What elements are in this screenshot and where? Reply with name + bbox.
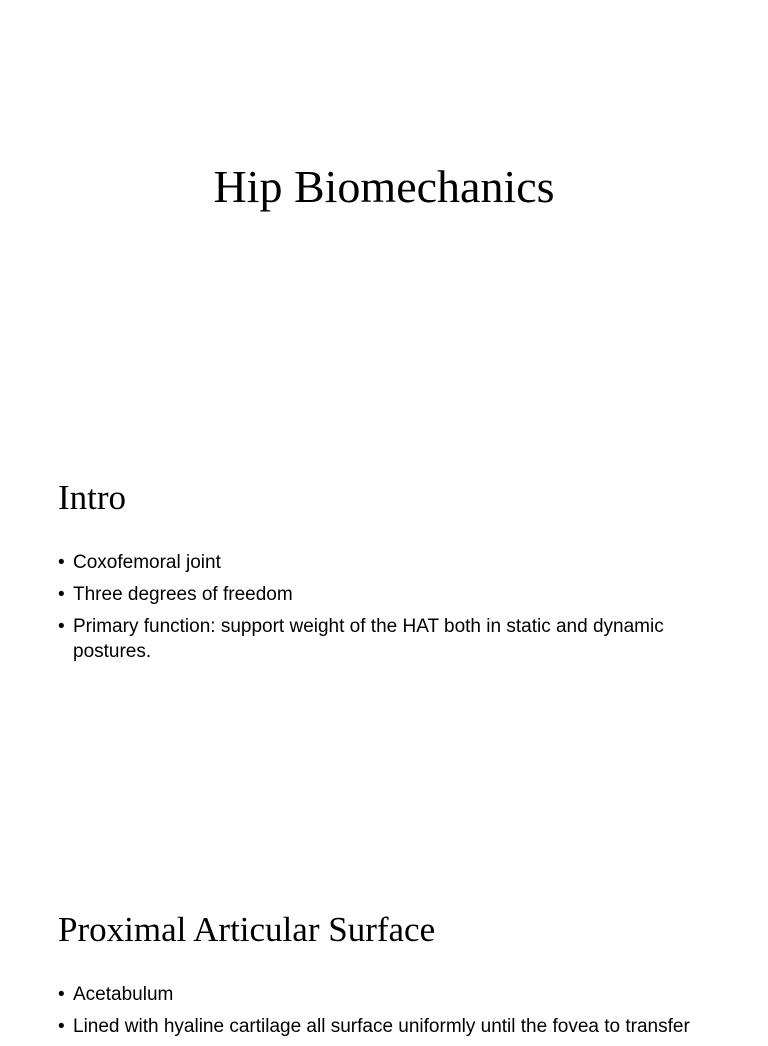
slide-heading: Intro <box>58 478 127 517</box>
bullet-item <box>58 1014 708 1039</box>
bullet-list <box>58 550 708 671</box>
proximal-articular-surface-slide <box>0 864 768 1037</box>
bullet-text: Primary function: support weight of the HAT both in static and dynamic postures. <box>73 616 664 662</box>
bullet-icon: • <box>58 1016 65 1037</box>
bullet-icon: • <box>58 584 65 605</box>
intro-slide <box>0 432 768 864</box>
bullet-icon: • <box>58 984 65 1005</box>
bullet-text: Lined with hyaline cartilage all surface uniformly until the fovea to transfer <box>73 1016 690 1037</box>
bullet-icon: • <box>58 616 65 637</box>
bullet-text: Three degrees of freedom <box>73 584 293 605</box>
bullet-item <box>58 614 708 664</box>
bullet-item <box>58 982 708 1007</box>
bullet-list <box>58 982 708 1046</box>
bullet-item <box>58 550 708 575</box>
title-slide <box>0 0 768 432</box>
bullet-item <box>58 582 708 607</box>
bullet-text: Acetabulum <box>73 984 174 1005</box>
bullet-text: Coxofemoral joint <box>73 552 221 573</box>
bullet-icon: • <box>58 552 65 573</box>
slide-heading: Proximal Articular Surface <box>58 910 436 949</box>
slide-title: Hip Biomechanics <box>213 161 555 212</box>
